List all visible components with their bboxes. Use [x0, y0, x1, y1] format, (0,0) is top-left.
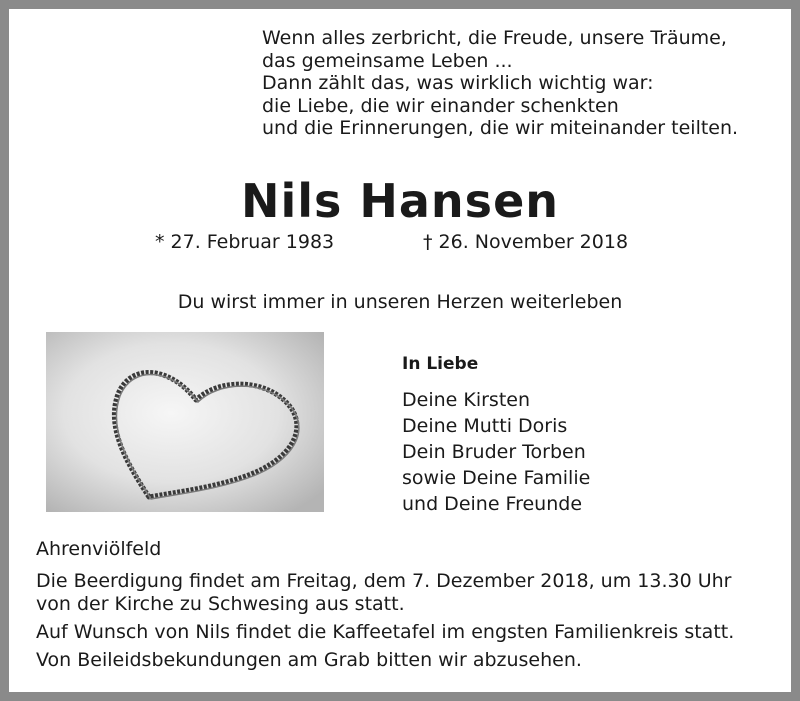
poem-line: Dann zählt das, was wirklich wichtig war: — [262, 72, 654, 94]
signoff-label: In Liebe — [402, 354, 479, 374]
poem — [262, 27, 738, 140]
poem-line: die Liebe, die wir einander schenkten — [262, 94, 619, 117]
birth-date: * 27. Februar 1983 — [155, 231, 335, 253]
family-member: und Deine Freunde — [402, 493, 583, 515]
heart-in-snow-icon — [46, 332, 324, 512]
obituary-card — [9, 9, 791, 692]
notice-line: von der Kirche zu Schwesing aus statt. — [36, 593, 405, 615]
family-list — [402, 387, 590, 517]
family-member: sowie Deine Familie — [402, 467, 591, 489]
place-name: Ahrenviölfeld — [36, 538, 162, 560]
poem-line: und die Erinnerungen, die wir miteinander teilten. — [262, 117, 739, 139]
notice-line: Auf Wunsch von Nils findet die Kaffeetafel im engsten Familienkreis statt. — [36, 621, 735, 643]
notice-line: Die Beerdigung findet am Freitag, dem 7. Dezember 2018, um 13.30 Uhr — [36, 570, 732, 592]
deceased-name: Nils Hansen — [240, 174, 560, 228]
family-member: Deine Mutti Doris — [402, 415, 568, 437]
poem-line: das gemeinsame Leben ... — [262, 49, 513, 72]
death-date: † 26. November 2018 — [423, 231, 629, 253]
notice-line: Von Beileidsbekundungen am Grab bitten wir abzusehen. — [36, 649, 582, 671]
family-member: Deine Kirsten — [402, 389, 530, 411]
family-member: Dein Bruder Torben — [402, 441, 586, 463]
motto: Du wirst immer in unseren Herzen weiterleben — [177, 291, 623, 313]
poem-line: Wenn alles zerbricht, die Freude, unsere Träume, — [262, 27, 727, 49]
heart-photo — [46, 332, 324, 512]
